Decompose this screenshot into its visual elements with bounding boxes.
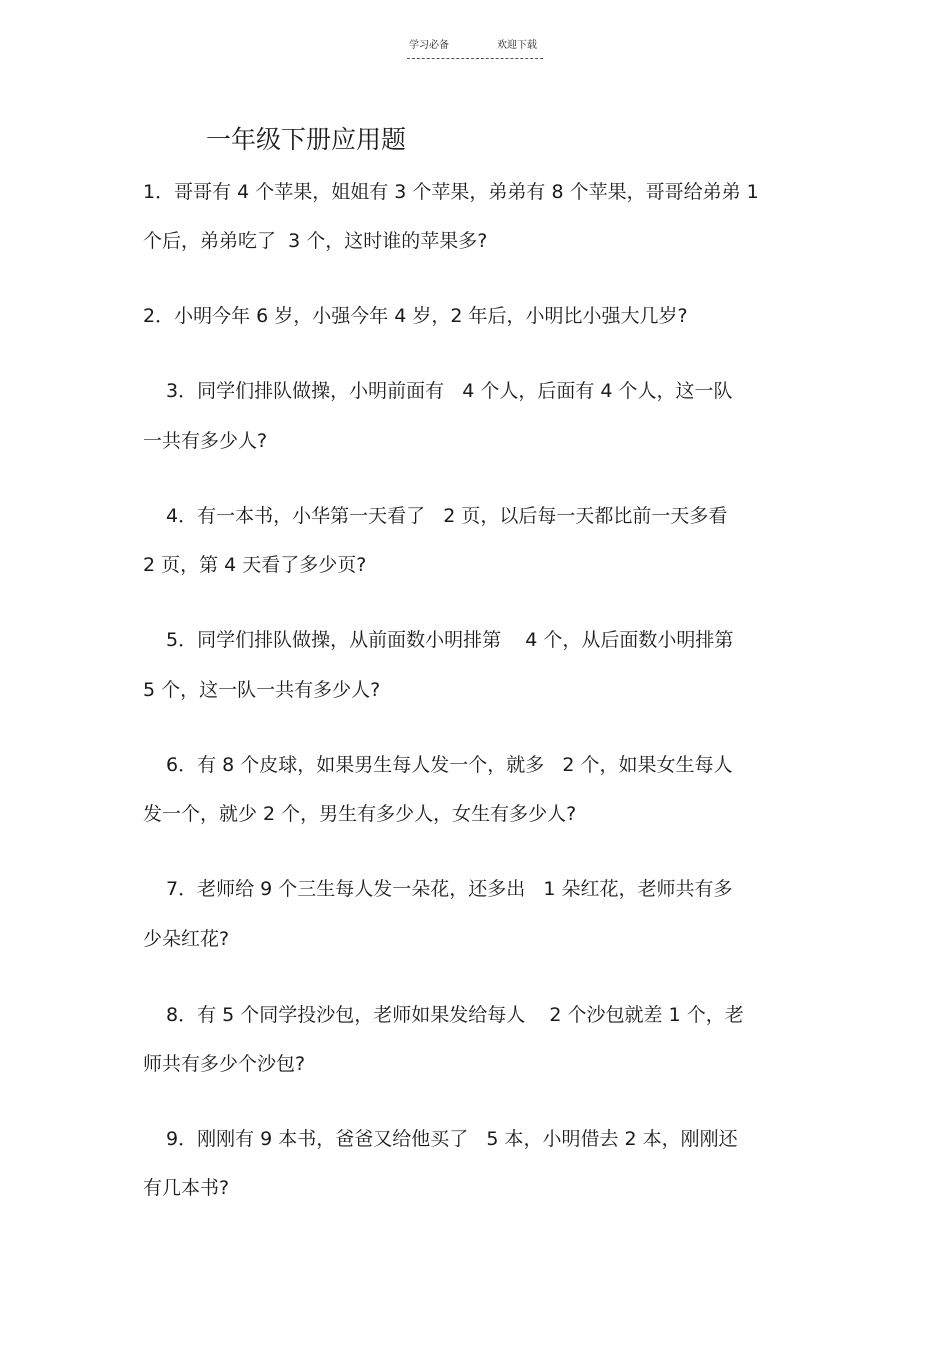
problem-8-line-2: 师共有多少个沙包?	[143, 1053, 306, 1075]
problem-2-line-1: 2．小明今年 6 岁，小强今年 4 岁，2 年后，小明比小强大几岁?	[143, 305, 688, 327]
page-title: 一年级下册应用题	[206, 125, 407, 154]
problem-8-line-1: 8．有 5 个同学投沙包，老师如果发给每人 2 个沙包就差 1 个，老	[166, 1004, 744, 1026]
problem-6-line-2: 发一个，就少 2 个，男生有多少人，女生有多少人?	[143, 803, 577, 825]
problem-1-line-1: 1．哥哥有 4 个苹果，姐姐有 3 个苹果，弟弟有 8 个苹果，哥哥给弟弟 1	[143, 181, 759, 203]
problem-5-line-2: 5 个，这一队一共有多少人?	[143, 679, 381, 701]
problem-9-line-1: 9．刚刚有 9 本书，爸爸又给他买了 5 本，小明借去 2 本，刚刚还	[166, 1128, 738, 1150]
problem-6-line-1: 6．有 8 个皮球，如果男生每人发一个，就多 2 个，如果女生每人	[166, 754, 733, 776]
problem-9-line-2: 有几本书?	[143, 1177, 230, 1199]
header-left-text: 学习必备	[409, 40, 449, 51]
problem-4-line-1: 4．有一本书，小华第一天看了 2 页，以后每一天都比前一天多看	[166, 505, 728, 527]
problem-4-line-2: 2 页，第 4 天看了多少页?	[143, 554, 367, 576]
header-right-text: 欢迎下载	[497, 40, 537, 51]
problem-7-line-2: 少朵红花?	[143, 928, 230, 950]
problem-1-line-2: 个后，弟弟吃了 3 个，这时谁的苹果多?	[143, 230, 488, 252]
problem-7-line-1: 7．老师给 9 个三生每人发一朵花，还多出 1 朵红花，老师共有多	[166, 878, 733, 900]
problem-3-line-1: 3．同学们排队做操，小明前面有 4 个人，后面有 4 个人，这一队	[166, 380, 733, 402]
problem-3-line-2: 一共有多少人?	[143, 430, 268, 452]
problem-5-line-1: 5．同学们排队做操，从前面数小明排第 4 个，从后面数小明排第	[166, 629, 734, 651]
page-header	[407, 38, 543, 59]
